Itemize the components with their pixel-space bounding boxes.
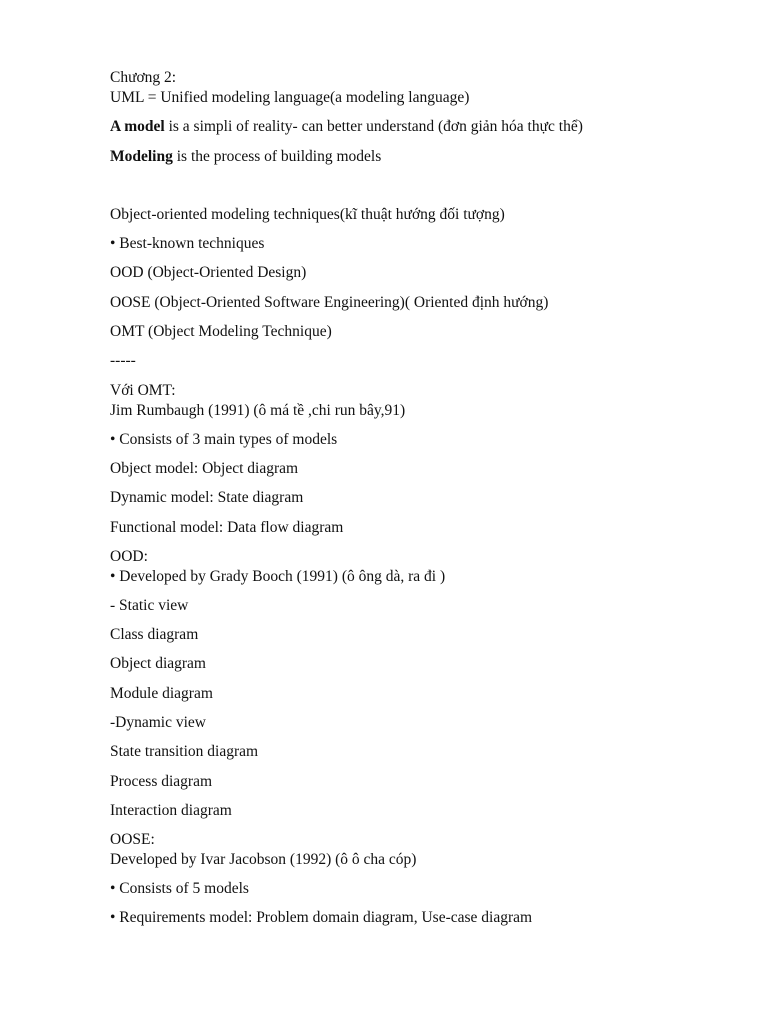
section-heading: Với OMT: <box>110 382 176 399</box>
bullet-line: • Consists of 5 models <box>110 880 249 897</box>
text-line: Object diagram <box>110 655 206 672</box>
bold-term: A model <box>110 118 165 135</box>
chapter-heading: Chương 2: <box>110 69 177 86</box>
text-span: is a simpli of reality- can better understand (đơn giản hóa thực thể) <box>164 118 583 135</box>
text-line <box>110 148 381 166</box>
bullet-line: • Best-known techniques <box>110 235 265 252</box>
text-line: Process diagram <box>110 773 213 790</box>
text-line: OMT (Object Modeling Technique) <box>110 323 332 340</box>
bullet-line: • Requirements model: Problem domain diagram, Use-case diagram <box>110 909 533 926</box>
text-line: Jim Rumbaugh (1991) (ô má tề ,chi run bây,91) <box>110 402 406 419</box>
text-line: - Static view <box>110 597 189 614</box>
text-line <box>110 118 583 136</box>
section-heading: OOD: <box>110 548 148 565</box>
bold-term: Modeling <box>110 148 173 165</box>
bullet-line: • Developed by Grady Booch (1991) (ô ông dà, ra đi ) <box>110 568 446 585</box>
text-span: is the process of building models <box>172 148 382 165</box>
text-line: Functional model: Data flow diagram <box>110 519 344 536</box>
text-line: Module diagram <box>110 685 213 702</box>
section-heading: OOSE: <box>110 831 155 848</box>
text-line: UML = Unified modeling language(a modeling language) <box>110 89 470 106</box>
separator-text: ----- <box>110 352 136 369</box>
text-line: Dynamic model: State diagram <box>110 489 304 506</box>
text-line: Object model: Object diagram <box>110 460 299 477</box>
text-line: Developed by Ivar Jacobson (1992) (ô ô cha cóp) <box>110 851 417 868</box>
text-line: OOD (Object-Oriented Design) <box>110 264 307 281</box>
bullet-line: • Consists of 3 main types of models <box>110 431 338 448</box>
text-line: Class diagram <box>110 626 199 643</box>
text-line: Object-oriented modeling techniques(kĩ thuật hướng đối tượng) <box>110 206 505 223</box>
text-line: Interaction diagram <box>110 802 232 819</box>
text-line: OOSE (Object-Oriented Software Engineering)( Oriented định hướng) <box>110 294 549 311</box>
text-line: -Dynamic view <box>110 714 206 731</box>
text-line: State transition diagram <box>110 743 259 760</box>
